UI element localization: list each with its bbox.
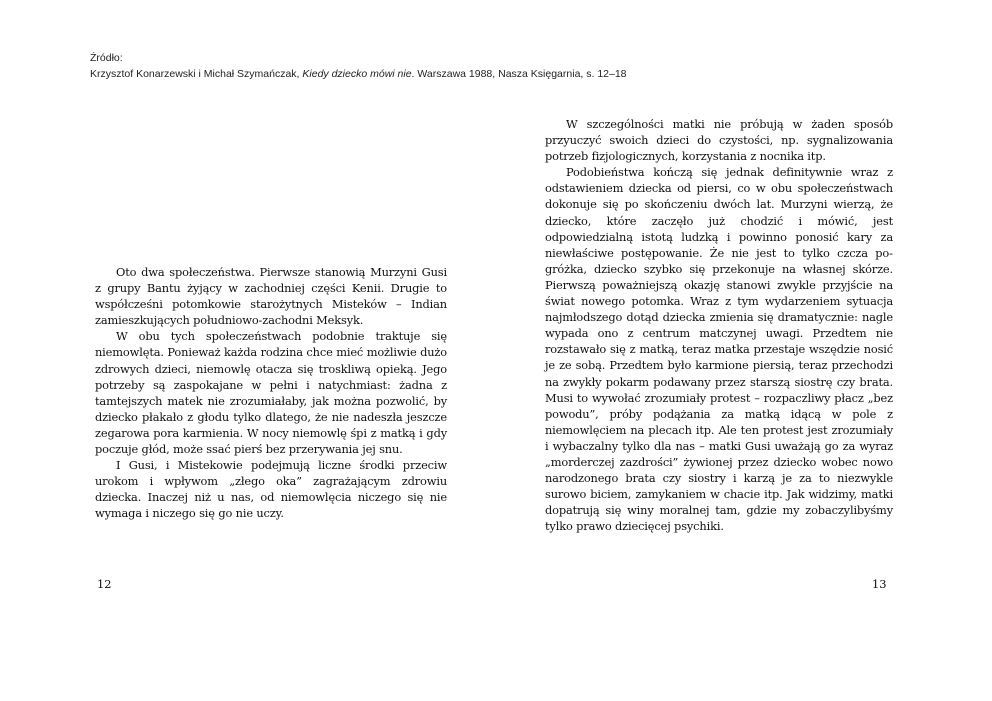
source-citation [90,50,910,82]
left-page-text [95,264,447,522]
paragraph: W szczególności matki nie próbują w żaden sposób przyuczyć swoich dzieci do czystości, np. sygnalizowania potrzeb fizjologicznych, korzystania z nocnika itp. [545,117,893,164]
paragraph: I Gusi, i Mistekowie podejmują liczne środki przeciw urokom i wpływom „złego oka” zagrażającym zdrowiu dziecka. Inaczej niż u nas, od niemowlęcia niczego się nie wymaga i niczego się go nie uczy. [95,458,447,521]
source-authors: Krzysztof Konarzewski i Michał Szymańczak, [90,68,303,80]
source-publication: . Warszawa 1988, Nasza Księgarnia, s. 12–18 [411,68,627,80]
source-reference [90,66,910,82]
paragraph: W obu tych społeczeństwach podobnie traktuje się niemowlęta. Ponieważ każda rodzina chce mieć możliwie dużo zdrowych dzieci, niemowlę otacza się troskliwą opieką. Jego potrzeby są zaspokajane w pełni i natychmiast: żadna z tamtejszych matek nie zrozumiałaby, jak można pozwolić, by dziecko płakało z głodu tylko dlatego, że nie nadeszła jeszcze zegarowa pora karmienia. W nocy niemowlę śpi z matką i gdy poczuje głód, może ssać pierś bez przerywania jej snu. [95,329,447,457]
right-page-text [545,116,893,534]
page-number-left: 12 [97,577,112,591]
paragraph: Podobieństwa kończą się jednak definitywnie wraz z odstawieniem dziecka od piersi, co w obu społeczeństwach dokonuje się po skończeniu dwóch lat. Murzyni wierzą, że dziecko, które zaczęło już chodzić i mówić, jest odpowiedzialną istotą ludzką i powinno ponosić kary za niewłaściwe postępowanie. Że nie jest to tylko czcza pogróżka, dziecko szybko się przekonuje na własnej skórze. Pierwszą poważniejszą okazję stanowi zwykle przyjście na świat nowego potomka. Wraz z tym wydarzeniem sytuacja najmłodszego dotąd dziecka zmienia się dramatycznie: nagle wypada ono z centrum matczynej uwagi. Przedtem nie rozstawało się z matką, teraz matka przestaje wszędzie nosić je ze sobą. Przedtem było karmione piersią, teraz przechodzi na zwykły pokarm podawany przez starszą siostrę czy brata. Musi to wywołać zrozumiały protest – rozpaczliwy płacz „bez powodu”, próby podążania za matką idącą w pole z niemowlęciem na plecach itp. Ale ten protest jest zrozumiały i wybaczalny tylko dla nas – matki Gusi uważają go za wyraz „morderczej zazdrości” żywionej przez dziecko wobec nowo narodzonego brata czy siostry i karzą je za to niezwykle surowo biciem, zamykaniem w chacie itp. Jak widzimy, matki dopatrują się winy moralnej tam, gdzie my zobaczylibyśmy tylko prawo dziecięcej psychiki. [545,165,893,534]
source-label: Źródło: [90,52,123,64]
source-book-title: Kiedy dziecko mówi nie [302,68,412,80]
page-number-right: 13 [872,577,887,591]
paragraph: Oto dwa społeczeństwa. Pierwsze stanowią Murzyni Gusi z grupy Bantu żyjący w zachodniej części Kenii. Drugie to współcześni potomkowie starożytnych Misteków – Indian zamieszkujących południowo-zachodni Meksyk. [95,265,447,328]
